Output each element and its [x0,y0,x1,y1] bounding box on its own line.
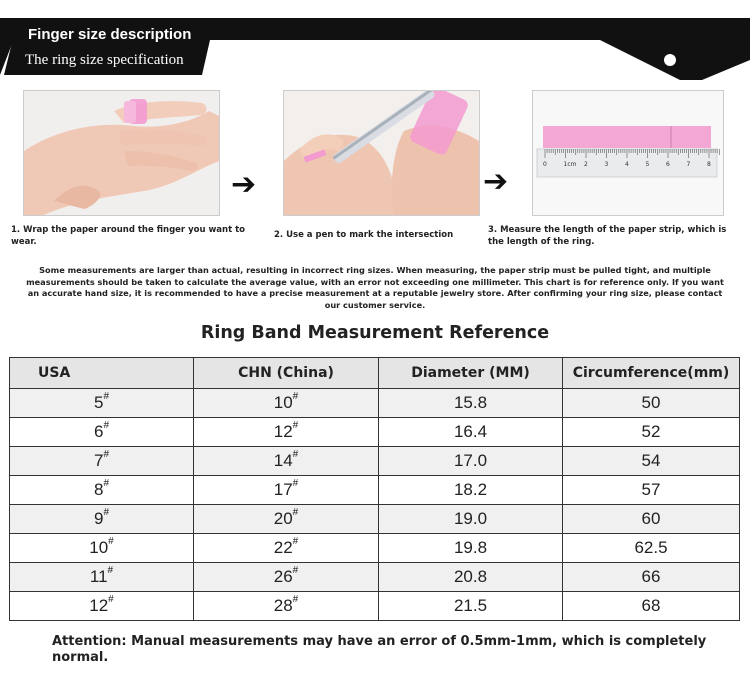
ruler-measuring-strip-photo [532,90,724,216]
size-mark: # [292,478,299,489]
table-row [10,563,740,592]
diameter-cell-value: 15.8 [453,393,488,412]
size-mark: # [292,507,299,518]
diameter-cell [379,476,563,505]
circumference-cell [563,476,740,505]
circumference-cell-value: 57 [641,480,661,499]
chn-size-cell-value: 14 [273,451,293,470]
circumference-cell-value: 60 [641,509,661,528]
circumference-cell-value: 50 [641,393,661,412]
ruler-label: 8 [707,161,711,168]
usa-size-cell-value: 6 [93,422,104,441]
diameter-cell [379,418,563,447]
size-mark: # [103,420,110,431]
chn-size-cell-value: 26 [273,567,293,586]
table-row [10,592,740,621]
table-title: Ring Band Measurement Reference [200,323,550,343]
table-row [10,418,740,447]
circumference-cell [563,447,740,476]
chn-size-cell-value: 20 [273,509,293,528]
diameter-cell-value: 16.4 [453,422,488,441]
attention-note: Attention: Manual measurements may have an error of 0.5mm-1mm, which is completely normal. [52,634,707,665]
ruler-label: 0 [543,161,547,168]
circumference-cell [563,505,740,534]
step-1-caption: 1. Wrap the paper around the finger you want to wear. [11,225,246,247]
diameter-cell-value: 19.0 [453,509,488,528]
diameter-cell [379,592,563,621]
circumference-cell-value: 66 [641,567,661,586]
ruler-label: 6 [666,161,670,168]
step-3-caption: 3. Measure the length of the paper strip, which is the length of the ring. [488,225,727,247]
column-header-circumference: Circumference(mm) [563,358,740,389]
measurement-note: Some measurements are larger than actual, resulting in incorrect ring sizes. When measuring, the paper strip must be pulled tight, and multiple measurements should be taken to calculate the average value, with an error not exceeding one millimeter. This chart is for reference only. If you want an accurate hand size, it is recommended to have a precise measurement at a reputable jewelry store. After confirming your ring size, please contact our customer service. [26,265,724,310]
pen-marking-strip-photo [283,90,480,216]
usa-size-cell [10,534,194,563]
size-mark: # [292,449,299,460]
circumference-cell-value: 52 [641,422,661,441]
usa-size-cell-value: 10 [89,538,109,557]
arrow-right-icon: ➔ [231,167,257,202]
banner-title: Finger size description [28,26,192,43]
hand-with-paper-strip-photo [23,90,220,216]
ruler-label: 2 [584,161,588,168]
chn-size-cell-value: 17 [273,480,293,499]
circumference-cell-value: 68 [641,596,661,615]
usa-size-cell [10,476,194,505]
table-row [10,476,740,505]
chn-size-cell [194,476,379,505]
chn-size-cell [194,592,379,621]
table-row [10,447,740,476]
size-mark: # [292,391,299,402]
diameter-cell [379,505,563,534]
chn-size-cell [194,534,379,563]
chn-size-cell-value: 12 [273,422,293,441]
size-mark: # [108,536,114,547]
usa-size-cell-value: 12 [89,596,109,615]
circumference-cell [563,389,740,418]
ring-size-table [9,357,740,621]
usa-size-cell [10,563,194,592]
diameter-cell [379,534,563,563]
table-row [10,534,740,563]
chn-size-cell [194,505,379,534]
diameter-cell-value: 19.8 [453,538,488,557]
step-2-caption: 2. Use a pen to mark the intersection [274,230,454,240]
chn-size-cell [194,563,379,592]
usa-size-cell [10,418,194,447]
size-mark: # [107,565,114,576]
usa-size-cell-value: 5 [93,393,104,412]
ruler-label: 4 [625,161,629,168]
column-header-chn: CHN (China) [194,358,379,389]
banner-subtitle: The ring size specification [25,52,184,68]
circumference-cell-value: 54 [641,451,661,470]
usa-size-cell-value: 8 [93,480,104,499]
diameter-cell-value: 17.0 [453,451,488,470]
usa-size-cell [10,505,194,534]
usa-size-cell [10,447,194,476]
ruler-label: 5 [645,161,650,168]
chn-size-cell [194,447,379,476]
circumference-cell-value: 62.5 [634,538,668,557]
table-row [10,505,740,534]
chn-size-cell-value: 22 [273,538,293,557]
size-mark: # [103,391,110,402]
chn-size-cell [194,418,379,447]
usa-size-cell-value: 9 [93,509,104,528]
diameter-cell [379,447,563,476]
ruler-label: 7 [686,161,691,168]
table-row [10,389,740,418]
column-header-diameter: Diameter (MM) [379,358,563,389]
ruler-label: 3 [604,161,609,168]
size-mark: # [292,565,299,576]
usa-size-cell [10,389,194,418]
size-mark: # [103,507,110,518]
banner-dot-icon [664,54,676,66]
size-mark: # [103,478,110,489]
usa-size-cell-value: 11 [89,567,108,586]
circumference-cell [563,592,740,621]
chn-size-cell-value: 10 [273,393,293,412]
size-mark: # [103,449,110,460]
diameter-cell [379,389,563,418]
diameter-cell-value: 20.8 [453,567,488,586]
size-mark: # [292,536,299,547]
ruler-label: 1cm [563,161,577,168]
diameter-cell [379,563,563,592]
table-header-row [10,358,740,389]
circumference-cell [563,534,740,563]
chn-size-cell [194,389,379,418]
size-mark: # [292,420,299,431]
arrow-right-icon: ➔ [483,164,509,199]
circumference-cell [563,418,740,447]
diameter-cell-value: 18.2 [453,480,488,499]
circumference-cell [563,563,740,592]
size-mark: # [292,594,299,605]
size-mark: # [108,594,114,605]
usa-size-cell [10,592,194,621]
column-header-usa: USA [10,358,194,389]
diameter-cell-value: 21.5 [453,596,488,615]
usa-size-cell-value: 7 [93,451,104,470]
chn-size-cell-value: 28 [273,596,293,615]
